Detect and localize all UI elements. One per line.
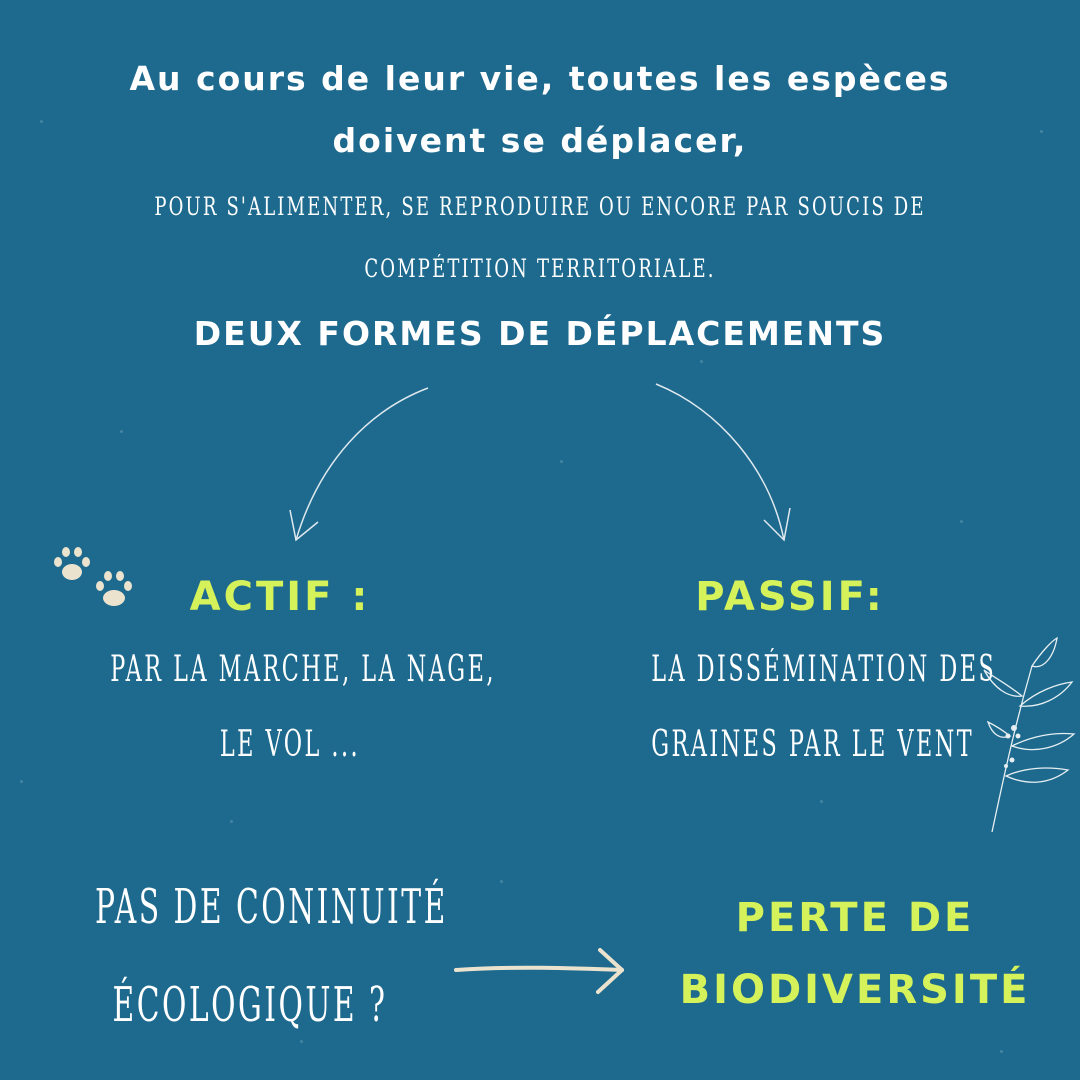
intro-line-2: doivent se déplacer, xyxy=(332,121,748,160)
passive-desc-line-2: GRAINES PAR LE VENT xyxy=(651,724,975,765)
paw-prints-icon xyxy=(48,540,138,610)
passive-label: PASSIF: xyxy=(695,574,885,620)
active-description xyxy=(0,632,580,782)
intro-sub-line-2: COMPÉTITION TERRITORIALE. xyxy=(364,254,716,283)
intro-line-1: Au cours de leur vie, toutes les espèces xyxy=(129,59,951,98)
intro-text xyxy=(0,48,1080,172)
passive-description xyxy=(560,632,1040,782)
passive-desc-line-1: LA DISSÉMINATION DES xyxy=(651,649,997,690)
section-heading: DEUX FORMES DE DÉPLACEMENTS xyxy=(193,314,887,353)
result-line-2: BIODIVERSITÉ xyxy=(679,967,1031,1013)
plant-branch-icon xyxy=(982,636,1080,836)
question-text xyxy=(0,858,500,1054)
intro-subtext xyxy=(0,176,1080,300)
question-line-2: ÉCOLOGIQUE ? xyxy=(112,977,388,1033)
active-desc-line-2: LE VOL ... xyxy=(219,724,361,765)
active-desc-line-1: PAR LA MARCHE, LA NAGE, xyxy=(110,649,496,690)
active-label: ACTIF : xyxy=(189,574,371,620)
arrow-right-long-icon xyxy=(452,944,632,1004)
question-line-1: PAS DE CONINUITÉ xyxy=(95,879,448,935)
intro-sub-line-1: POUR S'ALIMENTER, SE REPRODUIRE OU ENCORE PAR SOUCIS DE xyxy=(154,192,926,221)
result-text xyxy=(650,882,1060,1026)
result-line-1: PERTE DE xyxy=(735,895,975,941)
